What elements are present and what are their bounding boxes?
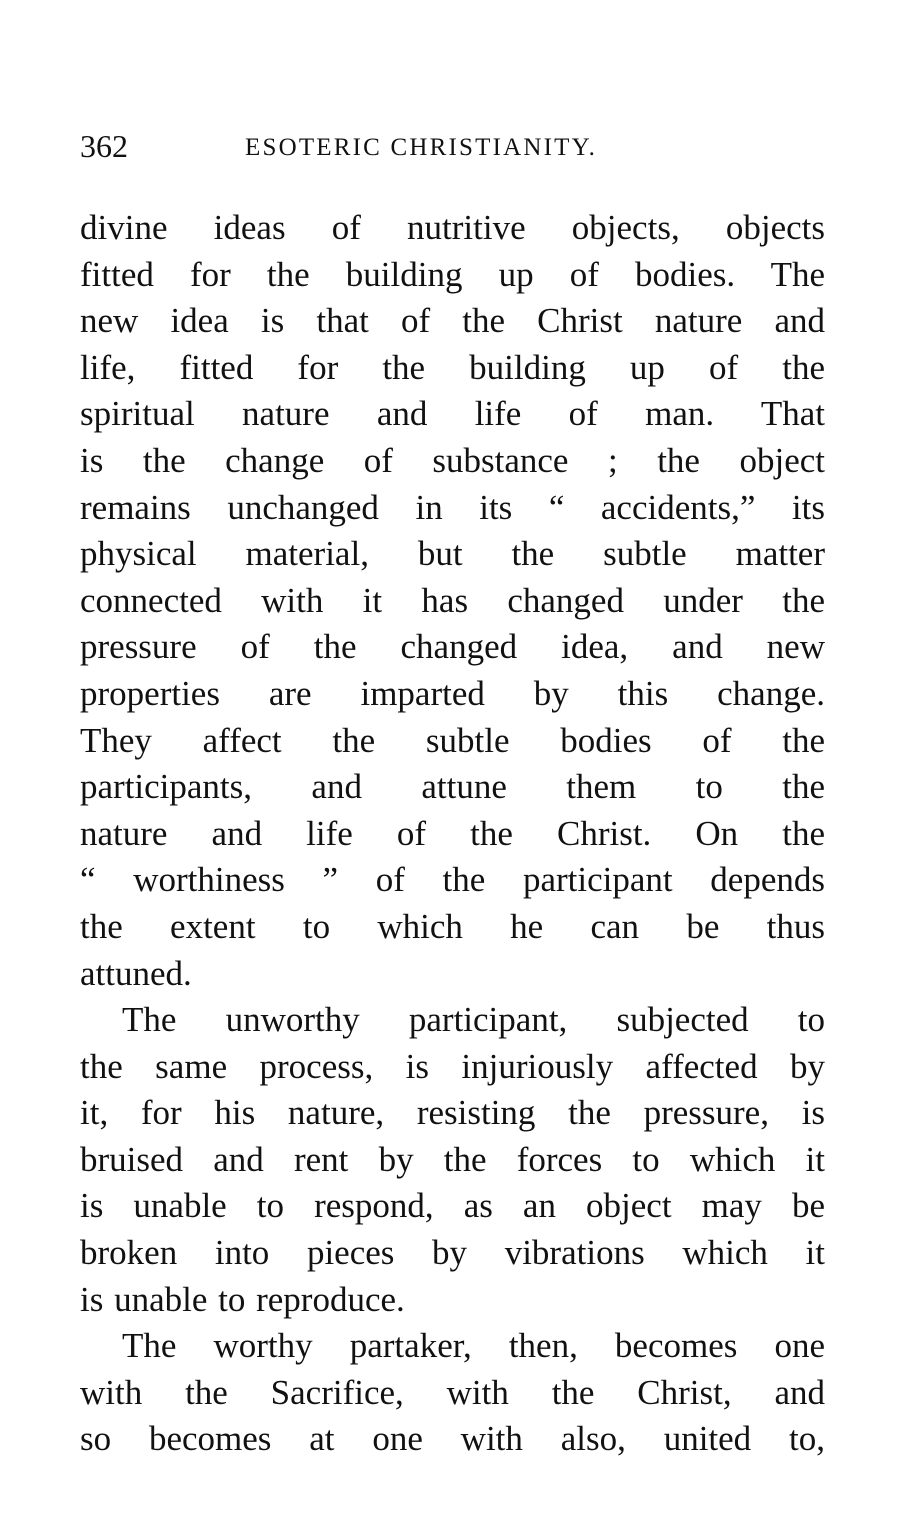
text-line: “ worthiness ” of the participant depends [80, 860, 825, 900]
text-line: bruised and rent by the forces to which it [80, 1139, 825, 1179]
text-line: They affect the subtle bodies of the [80, 720, 825, 760]
page-header [80, 128, 825, 168]
text-line: physical material, but the subtle matter [80, 534, 825, 574]
text-line: connected with it has changed under the [80, 580, 825, 620]
text-line: spiritual nature and life of man. That [80, 394, 825, 434]
text-line: The worthy partaker, then, becomes one [122, 1326, 825, 1366]
page-body [80, 205, 825, 1463]
running-title: ESOTERIC CHRISTIANITY. [245, 134, 598, 161]
text-line: with the Sacrifice, with the Christ, and [80, 1372, 825, 1412]
text-line: it, for his nature, resisting the pressure, is [80, 1093, 825, 1133]
text-line: properties are imparted by this change. [80, 673, 825, 713]
text-line: divine ideas of nutritive objects, objects [80, 208, 825, 247]
text-line: pressure of the changed idea, and new [80, 627, 825, 667]
text-line: is unable to respond, as an object may be [80, 1186, 825, 1226]
text-line: the extent to which he can be thus [80, 906, 825, 946]
text-line: The unworthy participant, subjected to [122, 1000, 825, 1040]
text-line: is the change of substance ; the object [80, 440, 825, 480]
text-line: nature and life of the Christ. On the [80, 813, 825, 853]
text-line: participants, and attune them to the [80, 767, 825, 807]
text-line: the same process, is injuriously affected by [80, 1046, 825, 1086]
text-line: remains unchanged in its “ accidents,” its [80, 487, 825, 527]
text-line: broken into pieces by vibrations which it [80, 1233, 825, 1273]
text-line: is unable to reproduce. [80, 1279, 405, 1319]
text-line: life, fitted for the building up of the [80, 347, 825, 387]
text-line: attuned. [80, 953, 192, 993]
text-line: new idea is that of the Christ nature and [80, 301, 825, 341]
text-line: so becomes at one with also, united to, [80, 1419, 825, 1459]
text-line: fitted for the building up of bodies. The [80, 254, 825, 294]
page-number: 362 [80, 128, 128, 164]
